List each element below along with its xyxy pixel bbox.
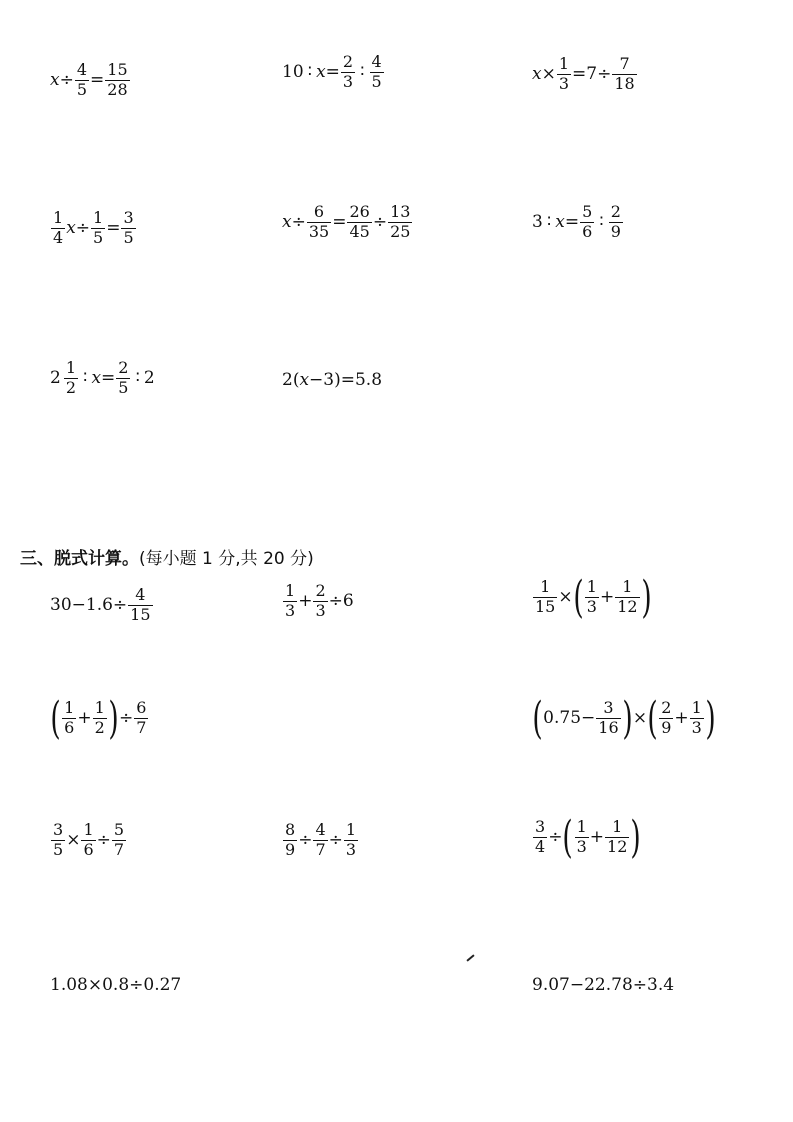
ratio-colon: ∶	[599, 211, 604, 232]
left-paren: (	[647, 692, 658, 744]
equals: =	[332, 211, 347, 232]
left-paren: (	[50, 692, 61, 744]
equals: =	[106, 217, 121, 238]
variable-x: x	[555, 211, 565, 232]
ratio-colon: ∶	[546, 211, 552, 232]
equation-6	[532, 204, 624, 241]
ratio-colon: ∶	[360, 61, 365, 82]
ratio-colon: ∶	[83, 367, 88, 388]
operator: ÷	[328, 829, 343, 850]
fraction: $\frac{2}{3}$	[315, 581, 326, 620]
fraction: $\frac{1}{3}$	[576, 817, 587, 856]
fraction: $\frac{1}{6}$	[83, 820, 94, 859]
variable-x: x	[316, 61, 326, 82]
calc-1	[50, 587, 154, 624]
mixed-number-whole: 2	[50, 367, 61, 388]
operator: +	[674, 707, 689, 728]
equation-8	[282, 372, 382, 389]
fraction: $\frac{4}{5}$	[76, 60, 88, 99]
ratio-colon: ∶	[135, 367, 140, 388]
fraction: $\frac{7}{18}$	[614, 54, 635, 93]
fraction: $\frac{6}{7}$	[136, 698, 147, 737]
right-paren: )	[705, 692, 716, 744]
calc-9	[50, 977, 181, 994]
number: 3	[532, 211, 543, 232]
expression-text: 9.07−22.78÷3.4	[532, 975, 675, 995]
equation-7	[50, 360, 155, 397]
fraction: $\frac{1}{5}$	[93, 208, 104, 247]
fraction: $\frac{6}{35}$	[308, 202, 330, 241]
operator: ÷	[118, 707, 134, 728]
fraction: $\frac{2}{9}$	[661, 698, 672, 737]
equation-2	[282, 54, 385, 91]
equals: =	[564, 211, 580, 232]
equation-4	[50, 210, 137, 247]
fraction: $\frac{1}{15}$	[535, 577, 556, 616]
operator: ÷	[59, 69, 74, 90]
fraction: $\frac{1}{6}$	[64, 698, 75, 737]
fraction: $\frac{2}{3}$	[342, 52, 354, 91]
fraction: $\frac{1}{2}$	[94, 698, 105, 737]
fraction: $\frac{3}{5}$	[53, 820, 64, 859]
operator: ÷	[548, 826, 563, 847]
right-paren: )	[630, 811, 642, 863]
operator: ÷	[75, 217, 91, 238]
operator: ×	[541, 63, 556, 84]
fraction: $\frac{1}{3}$	[345, 820, 357, 859]
equation-3	[532, 56, 638, 93]
fraction: $\frac{3}{4}$	[535, 817, 546, 856]
section-3-heading	[20, 544, 314, 569]
fraction: $\frac{1}{12}$	[617, 577, 638, 616]
left-paren: (	[573, 571, 584, 623]
fraction: $\frac{1}{2}$	[65, 358, 77, 397]
fraction: $\frac{5}{7}$	[113, 820, 125, 859]
operator: ÷	[298, 829, 313, 850]
operator: +	[77, 707, 92, 728]
fraction: $\frac{13}{25}$	[390, 202, 411, 241]
fraction: $\frac{8}{9}$	[285, 820, 296, 859]
fraction: $\frac{1}{3}$	[558, 54, 570, 93]
calc-6	[50, 822, 127, 859]
calc-2	[282, 583, 354, 620]
fraction: $\frac{1}{3}$	[691, 698, 702, 737]
operator: ÷	[372, 211, 388, 232]
fraction: $\frac{3}{16}$	[598, 698, 619, 737]
right-paren: )	[641, 571, 652, 623]
variable-x: x	[50, 69, 60, 90]
variable-x: x	[532, 63, 542, 84]
number: 2	[143, 367, 155, 388]
calc-10	[532, 977, 674, 994]
variable-x: x	[282, 211, 292, 232]
operator: ×	[632, 707, 648, 728]
variable-x: x	[66, 217, 76, 238]
section-3-subtitle: (每小题 1 分,共 20 分)	[139, 549, 314, 569]
operator: +	[589, 826, 605, 847]
calc-7	[282, 822, 359, 859]
equals: =	[90, 69, 105, 90]
expression-text: 1.08×0.8÷0.27	[50, 975, 182, 995]
ratio-colon: ∶	[307, 61, 313, 82]
right-paren: )	[108, 692, 119, 744]
equation-1	[50, 62, 131, 99]
variable-x: x	[91, 367, 102, 388]
fraction: $\frac{3}{5}$	[123, 208, 134, 247]
expression-text: −3)=5.8	[309, 370, 383, 390]
operator: ×	[558, 586, 573, 607]
variable-x: x	[299, 370, 310, 390]
fraction: $\frac{2}{9}$	[610, 202, 621, 241]
fraction: $\frac{4}{15}$	[130, 585, 151, 624]
fraction: $\frac{5}{6}$	[582, 202, 593, 241]
operator: +	[599, 586, 615, 607]
fraction: $\frac{1}{3}$	[285, 581, 296, 620]
calc-8	[532, 811, 642, 863]
expression-text: 30−1.6÷	[50, 594, 128, 615]
fraction: $\frac{1}{3}$	[586, 577, 597, 616]
fraction: $\frac{4}{7}$	[315, 820, 326, 859]
expression-text: 0.75−	[543, 707, 596, 728]
calc-4	[50, 692, 149, 744]
left-paren: (	[532, 692, 543, 744]
left-paren: (	[562, 811, 574, 863]
expression-text: 2(	[282, 370, 300, 390]
equals: =	[101, 367, 116, 388]
section-3-title: 三、脱式计算。	[20, 549, 139, 569]
equals: =	[325, 61, 340, 82]
operator: ×	[66, 829, 81, 850]
number: 7	[586, 63, 598, 84]
calc-3	[532, 571, 652, 623]
fraction: $\frac{4}{5}$	[371, 52, 382, 91]
expression-text: ÷6	[328, 590, 354, 611]
operator: ÷	[96, 829, 111, 850]
fraction: $\frac{2}{5}$	[118, 358, 129, 397]
operator: ÷	[597, 63, 612, 84]
operator: +	[298, 590, 313, 611]
number: 10	[282, 61, 304, 82]
calc-5	[532, 692, 716, 744]
right-paren: )	[622, 692, 633, 744]
pencil-mark	[466, 954, 474, 961]
equals: =	[572, 63, 587, 84]
fraction: $\frac{26}{45}$	[349, 202, 370, 241]
fraction: $\frac{1}{12}$	[607, 817, 628, 856]
equation-5	[282, 204, 413, 241]
fraction: $\frac{15}{28}$	[107, 60, 128, 99]
fraction: $\frac{1}{4}$	[53, 208, 64, 247]
operator: ÷	[291, 211, 306, 232]
